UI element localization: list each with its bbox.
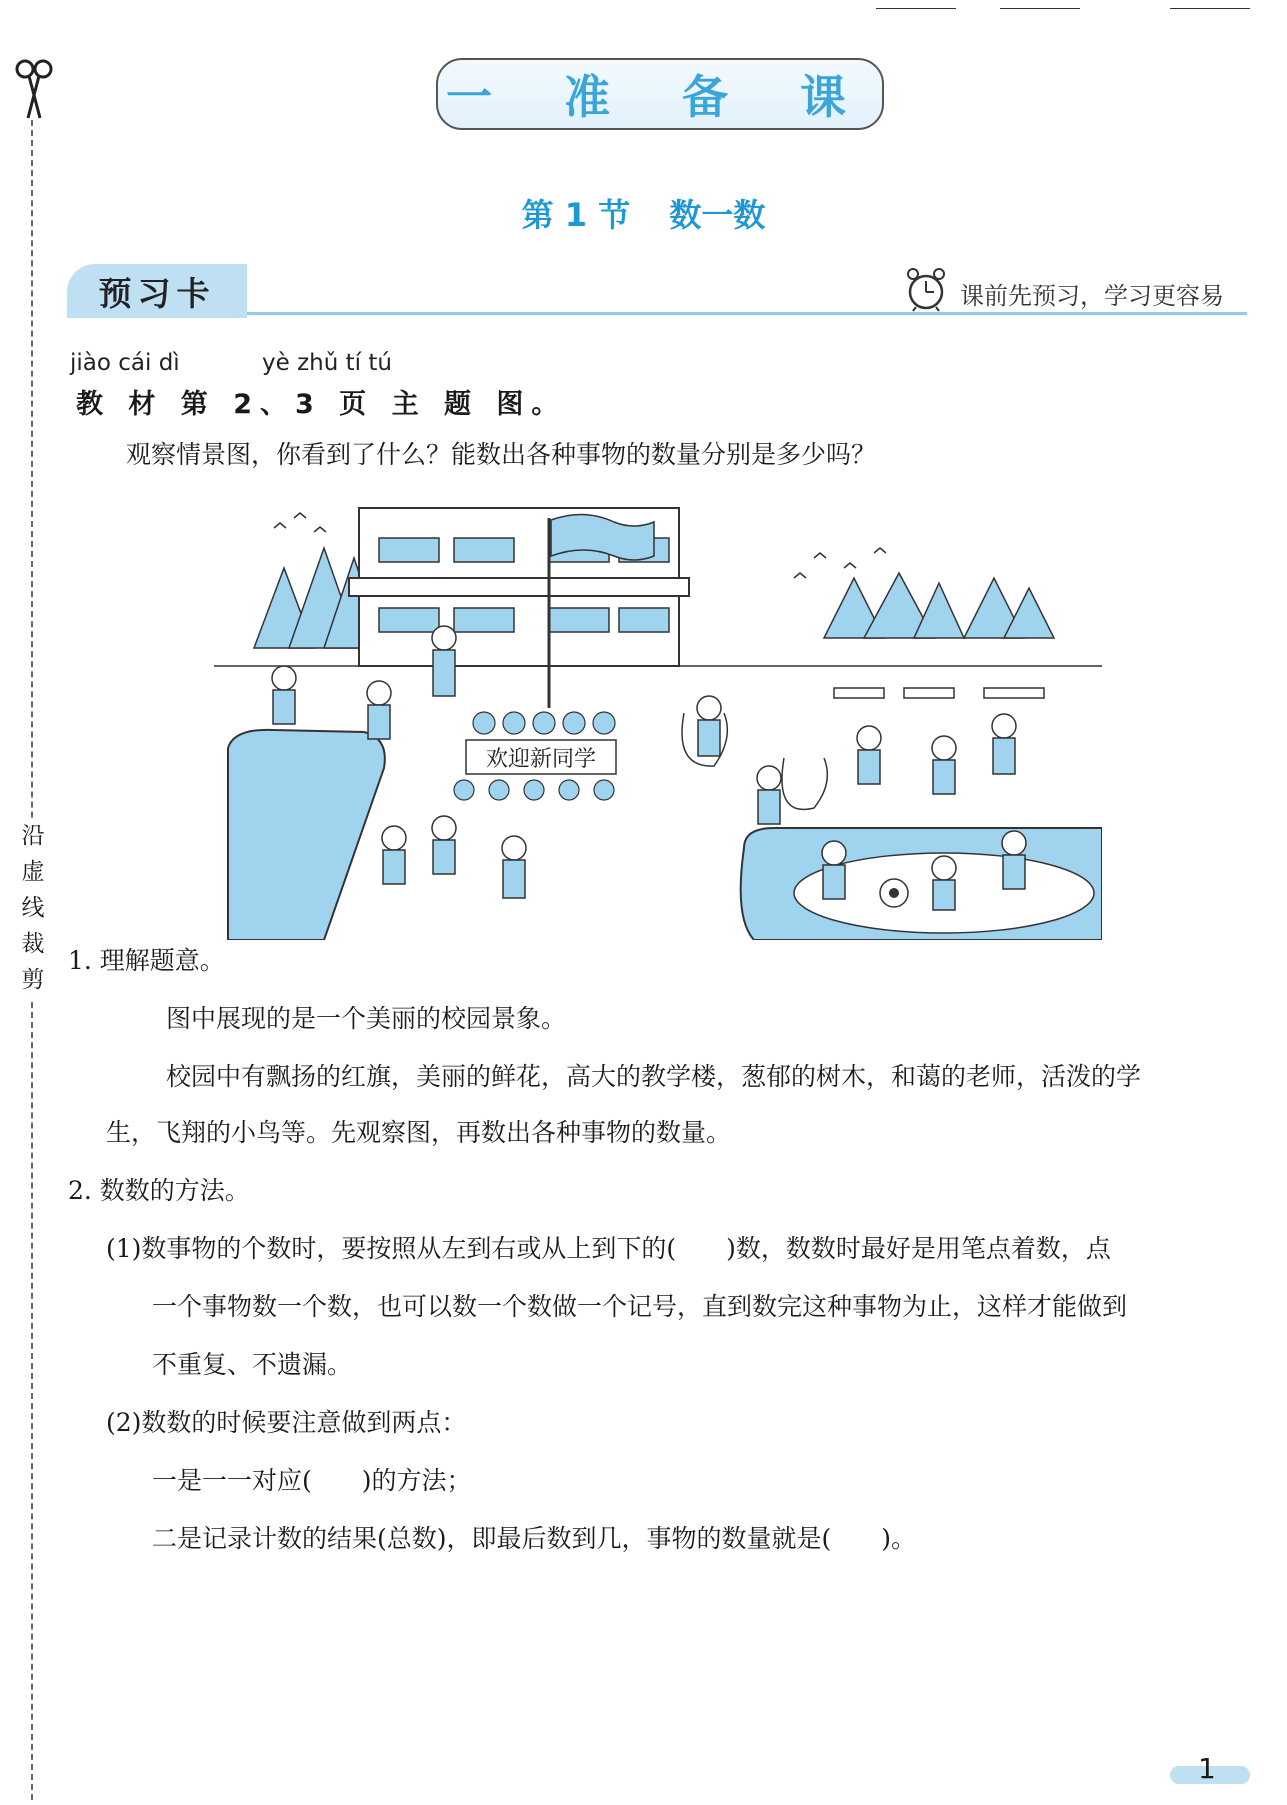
item2-sub1-line1: (1)数事物的个数时，要按照从左到右或从上到下的( )数，数数时最好是用笔点着数，点 — [106, 1234, 1111, 1263]
item2-sub1-line2: 一个事物数一个数，也可以数一个数做一个记号，直到数完这种事物为止，这样才能做到 — [152, 1292, 1128, 1321]
chapter-banner — [436, 58, 884, 130]
item1-paragraph-2-line2: 生，飞翔的小鸟等。先观察图，再数出各种事物的数量。 — [106, 1118, 732, 1147]
textbook-reference: 教 材 第 2、3 页 主 题 图。 — [76, 389, 567, 420]
item2-sub1-line3: 不重复、不遗漏。 — [152, 1350, 353, 1379]
item2-sub2-title: (2)数数的时候要注意做到两点： — [106, 1408, 467, 1437]
item2-point2: 二是记录计数的结果(总数)，即最后数到几，事物的数量就是( )。 — [152, 1524, 917, 1553]
preview-card-rule — [247, 312, 1247, 315]
page-number: 1 — [1198, 1752, 1216, 1785]
welcome-banner-text: 欢迎新同学 — [485, 747, 597, 772]
header-blank-lines — [840, 0, 1250, 12]
campus-scene-illustration — [214, 498, 1102, 940]
pinyin-topic: yè zhǔ tí tú — [262, 350, 392, 376]
scissors-icon — [14, 58, 54, 120]
cut-label: 沿虚线裁剪 — [18, 818, 48, 998]
alarm-clock-icon — [904, 266, 948, 312]
section-title — [0, 190, 1287, 236]
item1-paragraph-1: 图中展现的是一个美丽的校园景象。 — [166, 1004, 567, 1033]
observe-question: 观察情景图，你看到了什么？能数出各种事物的数量分别是多少吗？ — [126, 440, 877, 469]
chapter-title: 一 准 备 课 — [445, 70, 875, 124]
preview-card-slogan: 课前先预习，学习更容易 — [960, 282, 1224, 310]
preview-card-tab — [67, 264, 247, 318]
item1-paragraph-2-line1: 校园中有飘扬的红旗，美丽的鲜花，高大的教学楼，葱郁的树木，和蔼的老师，活泼的学 — [166, 1062, 1142, 1091]
preview-card-label: 预习卡 — [98, 273, 216, 313]
section-number: 第 1 节 — [521, 196, 631, 234]
item2-title: 2. 数数的方法。 — [68, 1176, 250, 1205]
section-name: 数一数 — [669, 196, 766, 234]
pinyin-textbook: jiào cái dì — [70, 350, 180, 376]
item1-title: 1. 理解题意。 — [68, 946, 225, 975]
item2-point1: 一是一一对应( )的方法； — [152, 1466, 472, 1495]
